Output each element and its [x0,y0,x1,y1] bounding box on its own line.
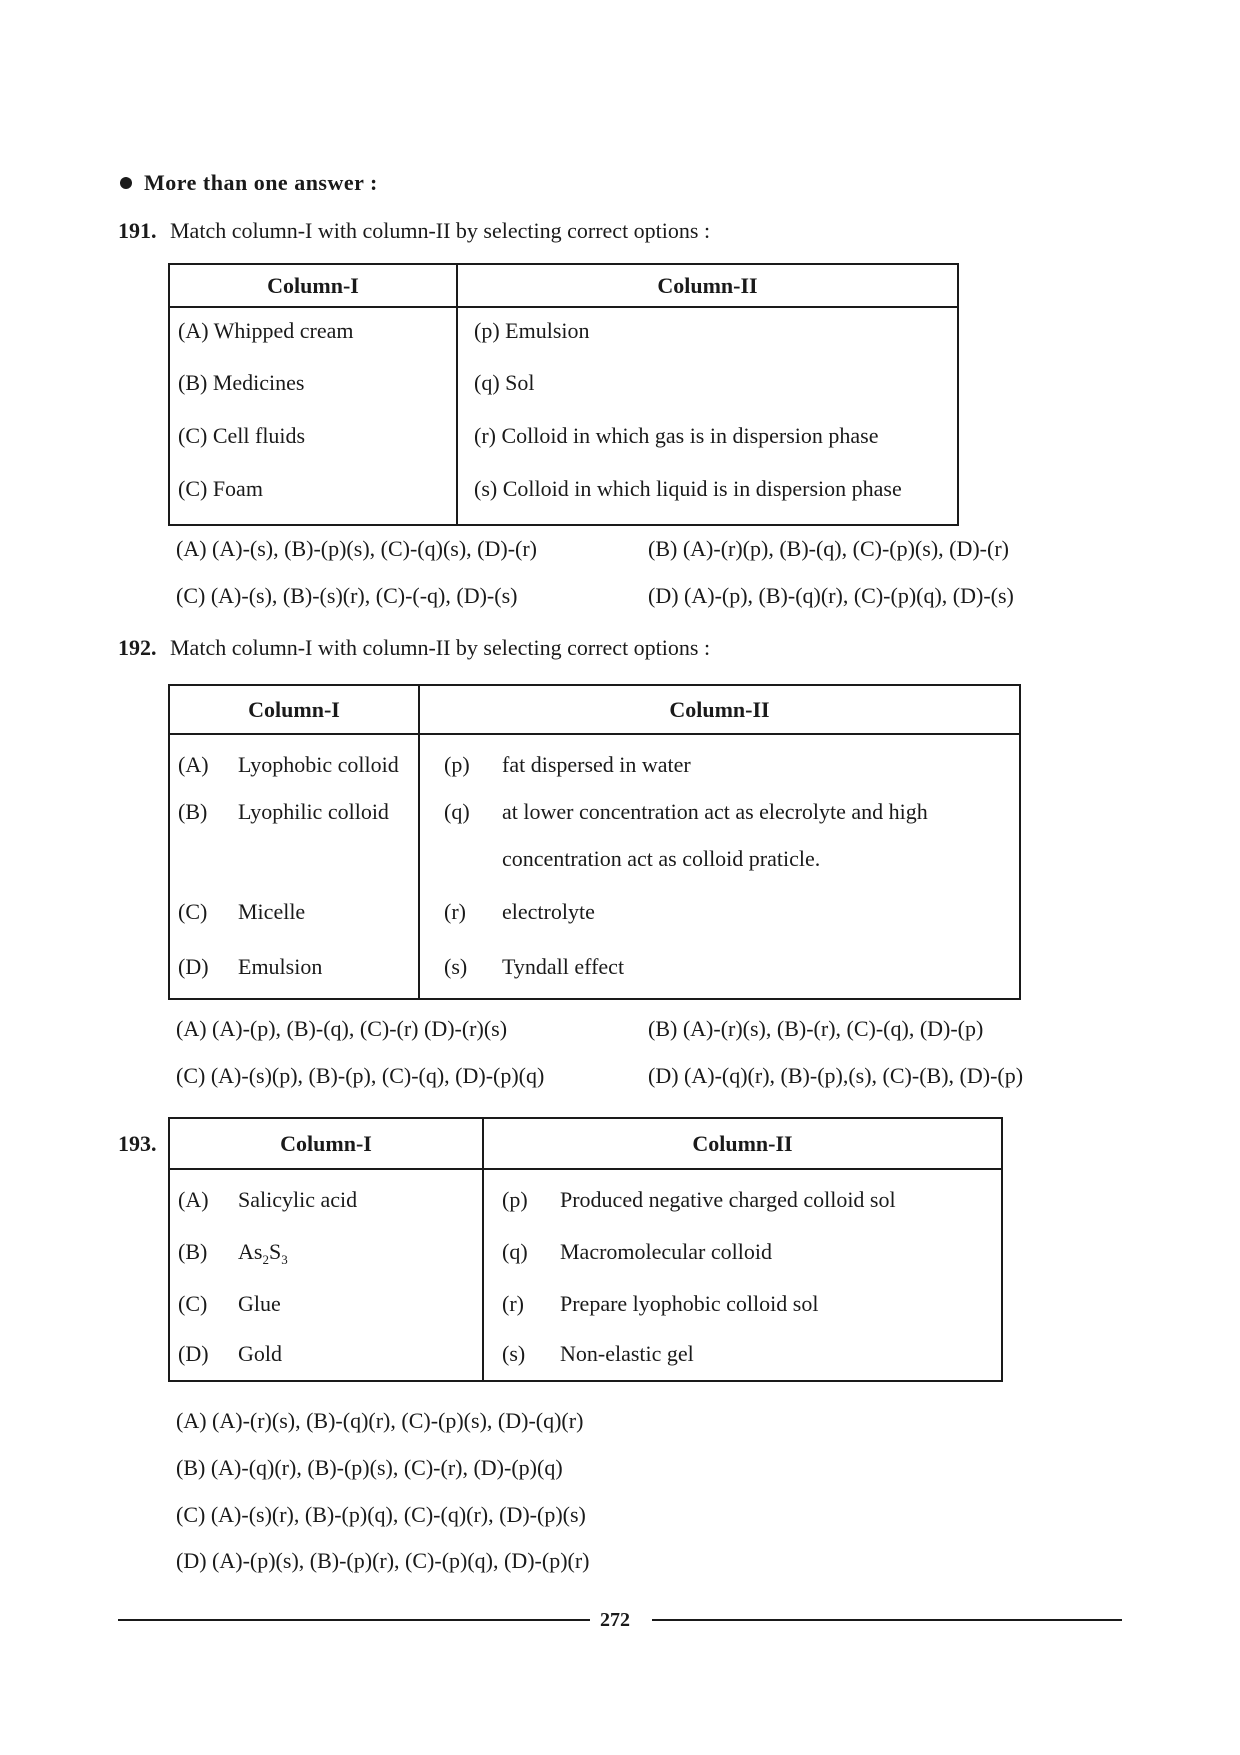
item-tag: (q) [502,1239,528,1264]
item-tag: (B) [178,1239,208,1264]
question-prompt: Match column-I with column-II by selecting correct options : [170,218,711,243]
formula-subscript: 2 [262,1252,269,1267]
column-2-header: Column-II [419,685,1020,734]
answer-option-c[interactable]: (C) (A)-(s), (B)-(s)(r), (C)-(-q), (D)-(s) [176,583,518,608]
footer-divider-right [652,1619,1122,1621]
column-2-item: (r) Colloid in which gas is in dispersion phase [474,423,879,448]
answer-option-b[interactable]: (B) (A)-(r)(p), (B)-(q), (C)-(p)(s), (D)-(r) [648,536,1009,561]
answer-option-d[interactable]: (D) (A)-(q)(r), (B)-(p),(s), (C)-(B), (D)-(p) [648,1063,1024,1088]
column-1-item: (B) Medicines [178,370,305,395]
answer-option-b[interactable]: (B) (A)-(q)(r), (B)-(p)(s), (C)-(r), (D)-(p)(q) [176,1455,563,1480]
column-1-item: (C) Cell fluids [178,423,306,448]
item-tag: (s) [444,954,468,979]
section-title: More than one answer : [144,170,378,195]
match-table-191 [168,263,959,526]
item-tag: (A) [178,752,209,777]
column-1-item: Emulsion [238,954,323,979]
page-number: 272 [600,1609,630,1631]
column-1-item: Glue [238,1291,281,1316]
item-tag: (q) [444,799,470,824]
bullet-icon [120,177,132,189]
answer-option-a[interactable]: (A) (A)-(p), (B)-(q), (C)-(r) (D)-(r)(s) [176,1016,508,1041]
question-number: 191. [118,218,157,243]
column-2-item: (p) Emulsion [474,318,590,343]
column-2-item: fat dispersed in water [502,752,691,777]
column-2-header: Column-II [483,1118,1002,1169]
column-1-item: Micelle [238,899,306,924]
answer-option-a[interactable]: (A) (A)-(r)(s), (B)-(q)(r), (C)-(p)(s), (D)-(q)(r) [176,1408,584,1433]
question-prompt: Match column-I with column-II by selecting correct options : [170,635,711,660]
section-heading [120,170,378,196]
column-2-item: Non-elastic gel [560,1341,694,1366]
item-tag: (D) [178,1341,209,1366]
match-table-193 [168,1117,1003,1382]
footer-divider-left [118,1619,590,1621]
column-1-header: Column-I [169,264,457,307]
column-1-item: Lyophobic colloid [238,752,399,777]
item-tag: (B) [178,799,208,824]
item-tag: (C) [178,1291,208,1316]
answer-option-c[interactable]: (C) (A)-(s)(p), (B)-(p), (C)-(q), (D)-(p)(q) [176,1063,545,1088]
column-2-item: (s) Colloid in which liquid is in dispersion phase [474,476,902,501]
column-2-item: Tyndall effect [502,954,625,979]
column-1-header: Column-I [169,1118,483,1169]
answer-option-d[interactable]: (D) (A)-(p), (B)-(q)(r), (C)-(p)(q), (D)-(s) [648,583,1014,608]
column-2-item: electrolyte [502,899,595,924]
column-1-header: Column-I [169,685,419,734]
column-1-item: (C) Foam [178,476,263,501]
column-2-item: Prepare lyophobic colloid sol [560,1291,819,1316]
item-tag: (p) [444,752,470,777]
column-1-item: (A) Whipped cream [178,318,354,343]
item-tag: (C) [178,899,208,924]
answer-option-d[interactable]: (D) (A)-(p)(s), (B)-(p)(r), (C)-(p)(q), (D)-(p)(r) [176,1548,590,1573]
item-tag: (p) [502,1187,528,1212]
item-tag: (r) [444,899,466,924]
formula-subscript: 3 [281,1252,288,1267]
question-192-header [118,635,710,661]
column-2-item: Macromolecular colloid [560,1239,772,1264]
column-2-header: Column-II [457,264,958,307]
question-191-header [118,218,710,244]
item-tag: (D) [178,954,209,979]
column-1-item: Lyophilic colloid [238,799,389,824]
column-1-item: Gold [238,1341,282,1366]
item-tag: (A) [178,1187,209,1212]
column-2-item: (q) Sol [474,370,535,395]
item-tag: (r) [502,1291,524,1316]
formula-element-as: As [238,1239,263,1264]
item-tag: (s) [502,1341,526,1366]
answer-option-a[interactable]: (A) (A)-(s), (B)-(p)(s), (C)-(q)(s), (D)-(r) [176,536,538,561]
column-2-item: at lower concentration act as elecrolyte and high [502,799,928,824]
column-2-item: Produced negative charged colloid sol [560,1187,896,1212]
question-193-header [118,1131,157,1157]
formula-element-s: S [268,1239,282,1264]
answer-option-c[interactable]: (C) (A)-(s)(r), (B)-(p)(q), (C)-(q)(r), (D)-(p)(s) [176,1502,586,1527]
column-2-item-continued: concentration act as colloid praticle. [502,846,821,871]
match-table-192 [168,684,1021,1000]
question-number: 193. [118,1131,157,1156]
column-1-item-formula [238,1239,288,1265]
question-number: 192. [118,635,157,660]
column-1-item: Salicylic acid [238,1187,358,1212]
answer-option-b[interactable]: (B) (A)-(r)(s), (B)-(r), (C)-(q), (D)-(p) [648,1016,984,1041]
